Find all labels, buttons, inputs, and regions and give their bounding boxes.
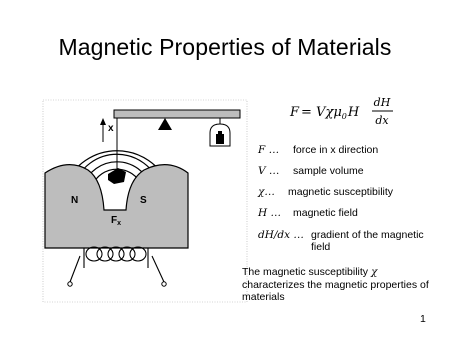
- legend-description: sample volume: [293, 165, 364, 177]
- note-chi-symbol: χ: [370, 266, 378, 278]
- legend-symbol: V …: [258, 165, 280, 177]
- legend-symbol: χ…: [258, 186, 275, 198]
- legend-item-field: [258, 208, 439, 229]
- weight-block: [216, 134, 224, 144]
- magnetic-balance-diagram: [40, 98, 250, 304]
- north-pole-label: N: [71, 195, 79, 206]
- coil-terminal-right: [162, 282, 166, 286]
- legend-symbol: H …: [258, 207, 281, 219]
- note-text-start: The magnetic susceptibility: [242, 266, 369, 278]
- legend-description: magnetic susceptibility: [288, 186, 394, 198]
- formula-lhs: F: [290, 105, 300, 120]
- axis-label: x: [108, 123, 114, 134]
- susceptibility-note: [242, 266, 442, 304]
- force-formula: [288, 90, 400, 134]
- formula-numerator: dH: [373, 96, 391, 109]
- formula-h: H: [347, 105, 360, 120]
- variable-legend: [258, 145, 439, 253]
- note-text-end: characterizes the magnetic properties of materials: [242, 278, 429, 303]
- force-label: $F_x$: [111, 215, 122, 227]
- legend-symbol: dH/dx …: [258, 229, 304, 241]
- balance-fulcrum: [158, 118, 172, 130]
- formula-rhs: = Vχμ: [301, 105, 342, 120]
- balance-beam: [114, 110, 240, 118]
- coil: [70, 247, 164, 282]
- coil-terminal-left: [68, 282, 72, 286]
- legend-item-gradient: [258, 229, 439, 253]
- legend-description: force in x direction: [293, 144, 379, 156]
- formula-denominator: dx: [375, 114, 389, 127]
- slide-title: Magnetic Properties of Materials: [58, 34, 392, 60]
- south-pole-label: S: [140, 195, 147, 206]
- page-number: 1: [420, 313, 426, 325]
- legend-description: magnetic field: [293, 207, 358, 219]
- legend-symbol: F …: [258, 144, 280, 156]
- formula-mu-subscript: 0: [341, 112, 347, 121]
- balance: [114, 110, 240, 171]
- legend-item-susceptibility: [258, 187, 439, 208]
- legend-description: gradient of the magnetic field: [311, 229, 424, 253]
- svg-text:F= Vχμ0H: [289, 105, 360, 121]
- x-axis-arrow: [100, 118, 106, 142]
- legend-item-volume: [258, 166, 439, 187]
- legend-item-force: [258, 145, 439, 166]
